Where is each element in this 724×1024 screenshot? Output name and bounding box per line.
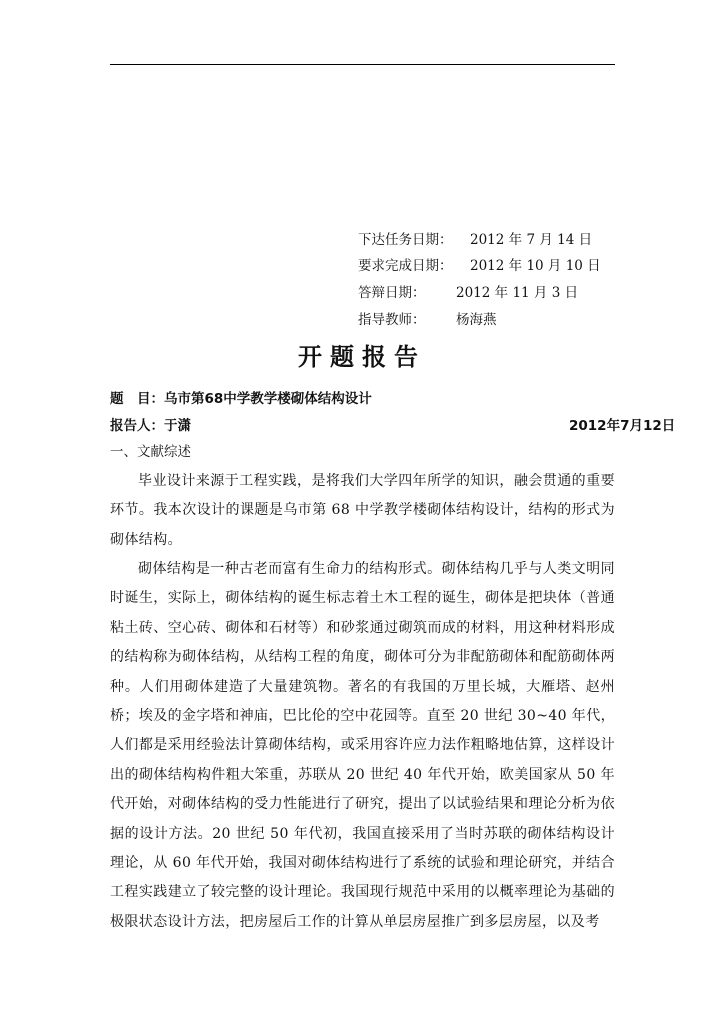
defense-date-label: 答辩日期：	[358, 285, 426, 301]
paragraph-2: 砌体结构是一种古老而富有生命力的结构形式。砌体结构几乎与人类文明同时诞生，实际上，砌体结构的诞生标志着土木工程的诞生，砌体是把块体（普通粘土砖、空心砖、砌体和石材等）和砂浆通过砌筑而成的材料，用这种材料形成的结构称为砌体结构，从结构工程的角度，砌体可分为非配筋砌体和配筋砌体两种。人们用砌体建造了大量建筑物。著名的有我国的万里长城，大雁塔、赵州桥；埃及的金字塔和神庙，巴比伦的空中花园等。直至 20 世纪 30~40 年代，人们都是采用经验法计算砌体结构，或采用容许应力法作粗略地估算，这样设计出的砌体结构构件粗大笨重，苏联从 20 世纪 40 年代开始，欧美国家从 50 年代开始，对砌体结构的受力性能进行了研究，提出了以试验结果和理论分析为依据的设计方法。20 世纪 50 年代初，我国直接采用了当时苏联的砌体结构设计理论，从 60 年代开始，我国对砌体结构进行了系统的试验和理论研究，并结合工程实践建立了较完整的设计理论。我国现行规范中采用的以概率理论为基础的极限状态设计方法，把房屋后工作的计算从单层房屋推广到多层房屋，以及考	[110, 561, 615, 930]
due-date-label: 要求完成日期：	[358, 258, 453, 274]
page-title: 开题报告	[298, 343, 426, 371]
issue-date-label: 下达任务日期：	[358, 232, 453, 248]
advisor-label: 指导教师：	[358, 312, 426, 328]
due-date-value: 2012 年 10 月 10 日	[470, 258, 601, 274]
section-heading: 一、文献综述	[110, 444, 191, 460]
reporter-row	[110, 416, 676, 436]
header-rule	[110, 64, 615, 65]
defense-date-value: 2012 年 11 月 3 日	[456, 285, 579, 301]
paragraph-1: 毕业设计来源于工程实践，是将我们大学四年所学的知识，融会贯通的重要环节。我本次设计的课题是乌市第 68 中学教学楼砌体结构设计，结构的形式为砌体结构。	[110, 473, 615, 548]
issue-date-value: 2012 年 7 月 14 日	[470, 232, 593, 248]
reporter-line: 报告人：于潇	[110, 418, 191, 434]
topic-line: 题 目：乌市第68中学教学楼砌体结构设计	[110, 391, 372, 407]
report-date: 2012年7月12日	[569, 418, 676, 434]
advisor-value: 杨海燕	[456, 312, 497, 328]
